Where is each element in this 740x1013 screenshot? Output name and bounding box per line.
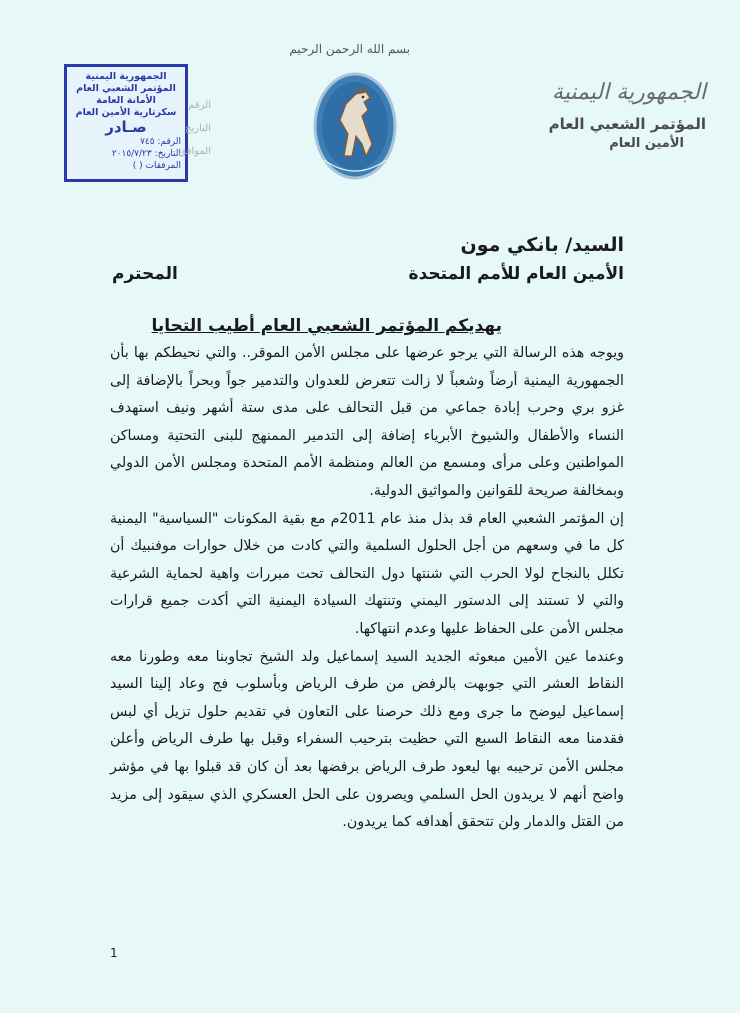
stamp-number-value: ٧٤٥ bbox=[140, 137, 155, 147]
stamp-number-label: الرقم bbox=[160, 137, 181, 147]
stamp-status: صـادر bbox=[105, 118, 147, 136]
stamp-number: الرقم: ٧٤٥ bbox=[140, 137, 181, 147]
ref-number-label: الرقم bbox=[188, 100, 211, 111]
party-name: المؤتمر الشعبي العام bbox=[548, 115, 706, 133]
addressee-title: الأمين العام للأمم المتحدة bbox=[408, 264, 624, 284]
stamp-attachments: المرفقات ( ) bbox=[132, 161, 181, 171]
reference-labels bbox=[178, 94, 211, 163]
party-emblem-block bbox=[289, 40, 410, 190]
letter-body bbox=[110, 340, 624, 837]
office-name: الأمين العام bbox=[609, 136, 684, 151]
addressee-honorific: المحترم bbox=[112, 264, 178, 284]
body-paragraph-3: وعندما عين الأمين مبعوثه الجديد السيد إسماعيل ولد الشيخ تجاوبنا معه وطورنا معه النقاط العشر التي جوبهت بالرفض من طرف الرياض وبأسلوب فج وعاد إلينا السيد إسماعيل ليوضح ما جرى ومع ذلك حرصنا على التعاون في تقديم حلول تزيل أي لبس فقدمنا معه النقاط السبع التي حظيت بترحيب السفراء وقبل بها طرف الرياض وأعلن مجلس الأمن ترحيبه بها ليعود طرف الرياض برفضها بعد أن كان قد قبلوا بها في مؤشر واضح أنهم لا يريدون الحل السلمي ويصرون على الحل العسكري الذي سيقود إلى مزيد من القتل والدمار ولن تتحقق أهدافه كما يريدون. bbox=[110, 648, 624, 831]
stamp-date-value: ٢٠١٥/٧/٢٣ bbox=[111, 149, 152, 159]
stamp-line-party: المؤتمر الشعبي العام bbox=[76, 83, 176, 94]
horse-emblem-icon bbox=[310, 64, 400, 184]
body-paragraph-1: ويوجه هذه الرسالة التي يرجو عرضها على مجلس الأمن الموقر.. والتي نحيطكم بها بأن الجمهورية اليمنية أرضاً وشعباً لا زالت تتعرض للعدوان والتدمير جواً وبحراً بالإضافة إلى غزو بري وحرب إبادة جماعي من قبل التحالف على مدى ستة أشهر ونيف استهدف النساء والأطفال والشيوخ الأبرياء إضافة إلى التدمير الممنهج للبنى التحتية ومساكن المواطنين وعلى مرأى ومسمع من العالم ومنظمة الأمم المتحدة ومجلس الأمن الدولي وبمخالفة صريحة للقوانين والمواثيق الدولية. bbox=[110, 345, 624, 499]
stamp-date: التاريخ: ٢٠١٥/٧/٢٣ bbox=[111, 149, 181, 159]
page-number: 1 bbox=[110, 946, 118, 960]
outgoing-stamp bbox=[64, 64, 188, 182]
stamp-line-country: الجمهورية اليمنية bbox=[85, 71, 167, 82]
body-paragraph-2: إن المؤتمر الشعبي العام قد بذل منذ عام 2011م مع بقية المكونات "السياسية" اليمنية كل ما في وسعهم من أجل الحلول السلمية والتي كادت من خلال حوارات موفنبيك أن تكلل بالنجاح لولا الحرب التي شنتها دول التحالف تحت مبررات واهية لحماية الشرعية والتي لا تستند إلى الدستور اليمني وتنتهك السيادة اليمنية التي أكدت جميع قرارات مجلس الأمن على الحفاظ عليها وعدم انتهاكها. bbox=[110, 510, 624, 637]
stamp-line-secretariat: الأمانة العامة bbox=[96, 95, 156, 106]
addressee-name: السيد/ بانكي مون bbox=[460, 234, 624, 256]
greeting-line: يهديكم المؤتمر الشعبي العام أطيب التحايا bbox=[151, 316, 502, 336]
organization-heading bbox=[526, 78, 706, 154]
stamp-date-label: التاريخ bbox=[157, 149, 181, 159]
stamp-line-office: سكرتارية الأمين العام bbox=[75, 107, 177, 118]
letterhead bbox=[0, 0, 740, 210]
ref-date-label: التاريخ bbox=[185, 123, 211, 134]
country-name: الجمهورية اليمنية bbox=[551, 80, 706, 105]
ref-corresponding-label: الموافق bbox=[178, 146, 211, 157]
basmala: بسم الله الرحمن الرحيم bbox=[289, 42, 410, 56]
